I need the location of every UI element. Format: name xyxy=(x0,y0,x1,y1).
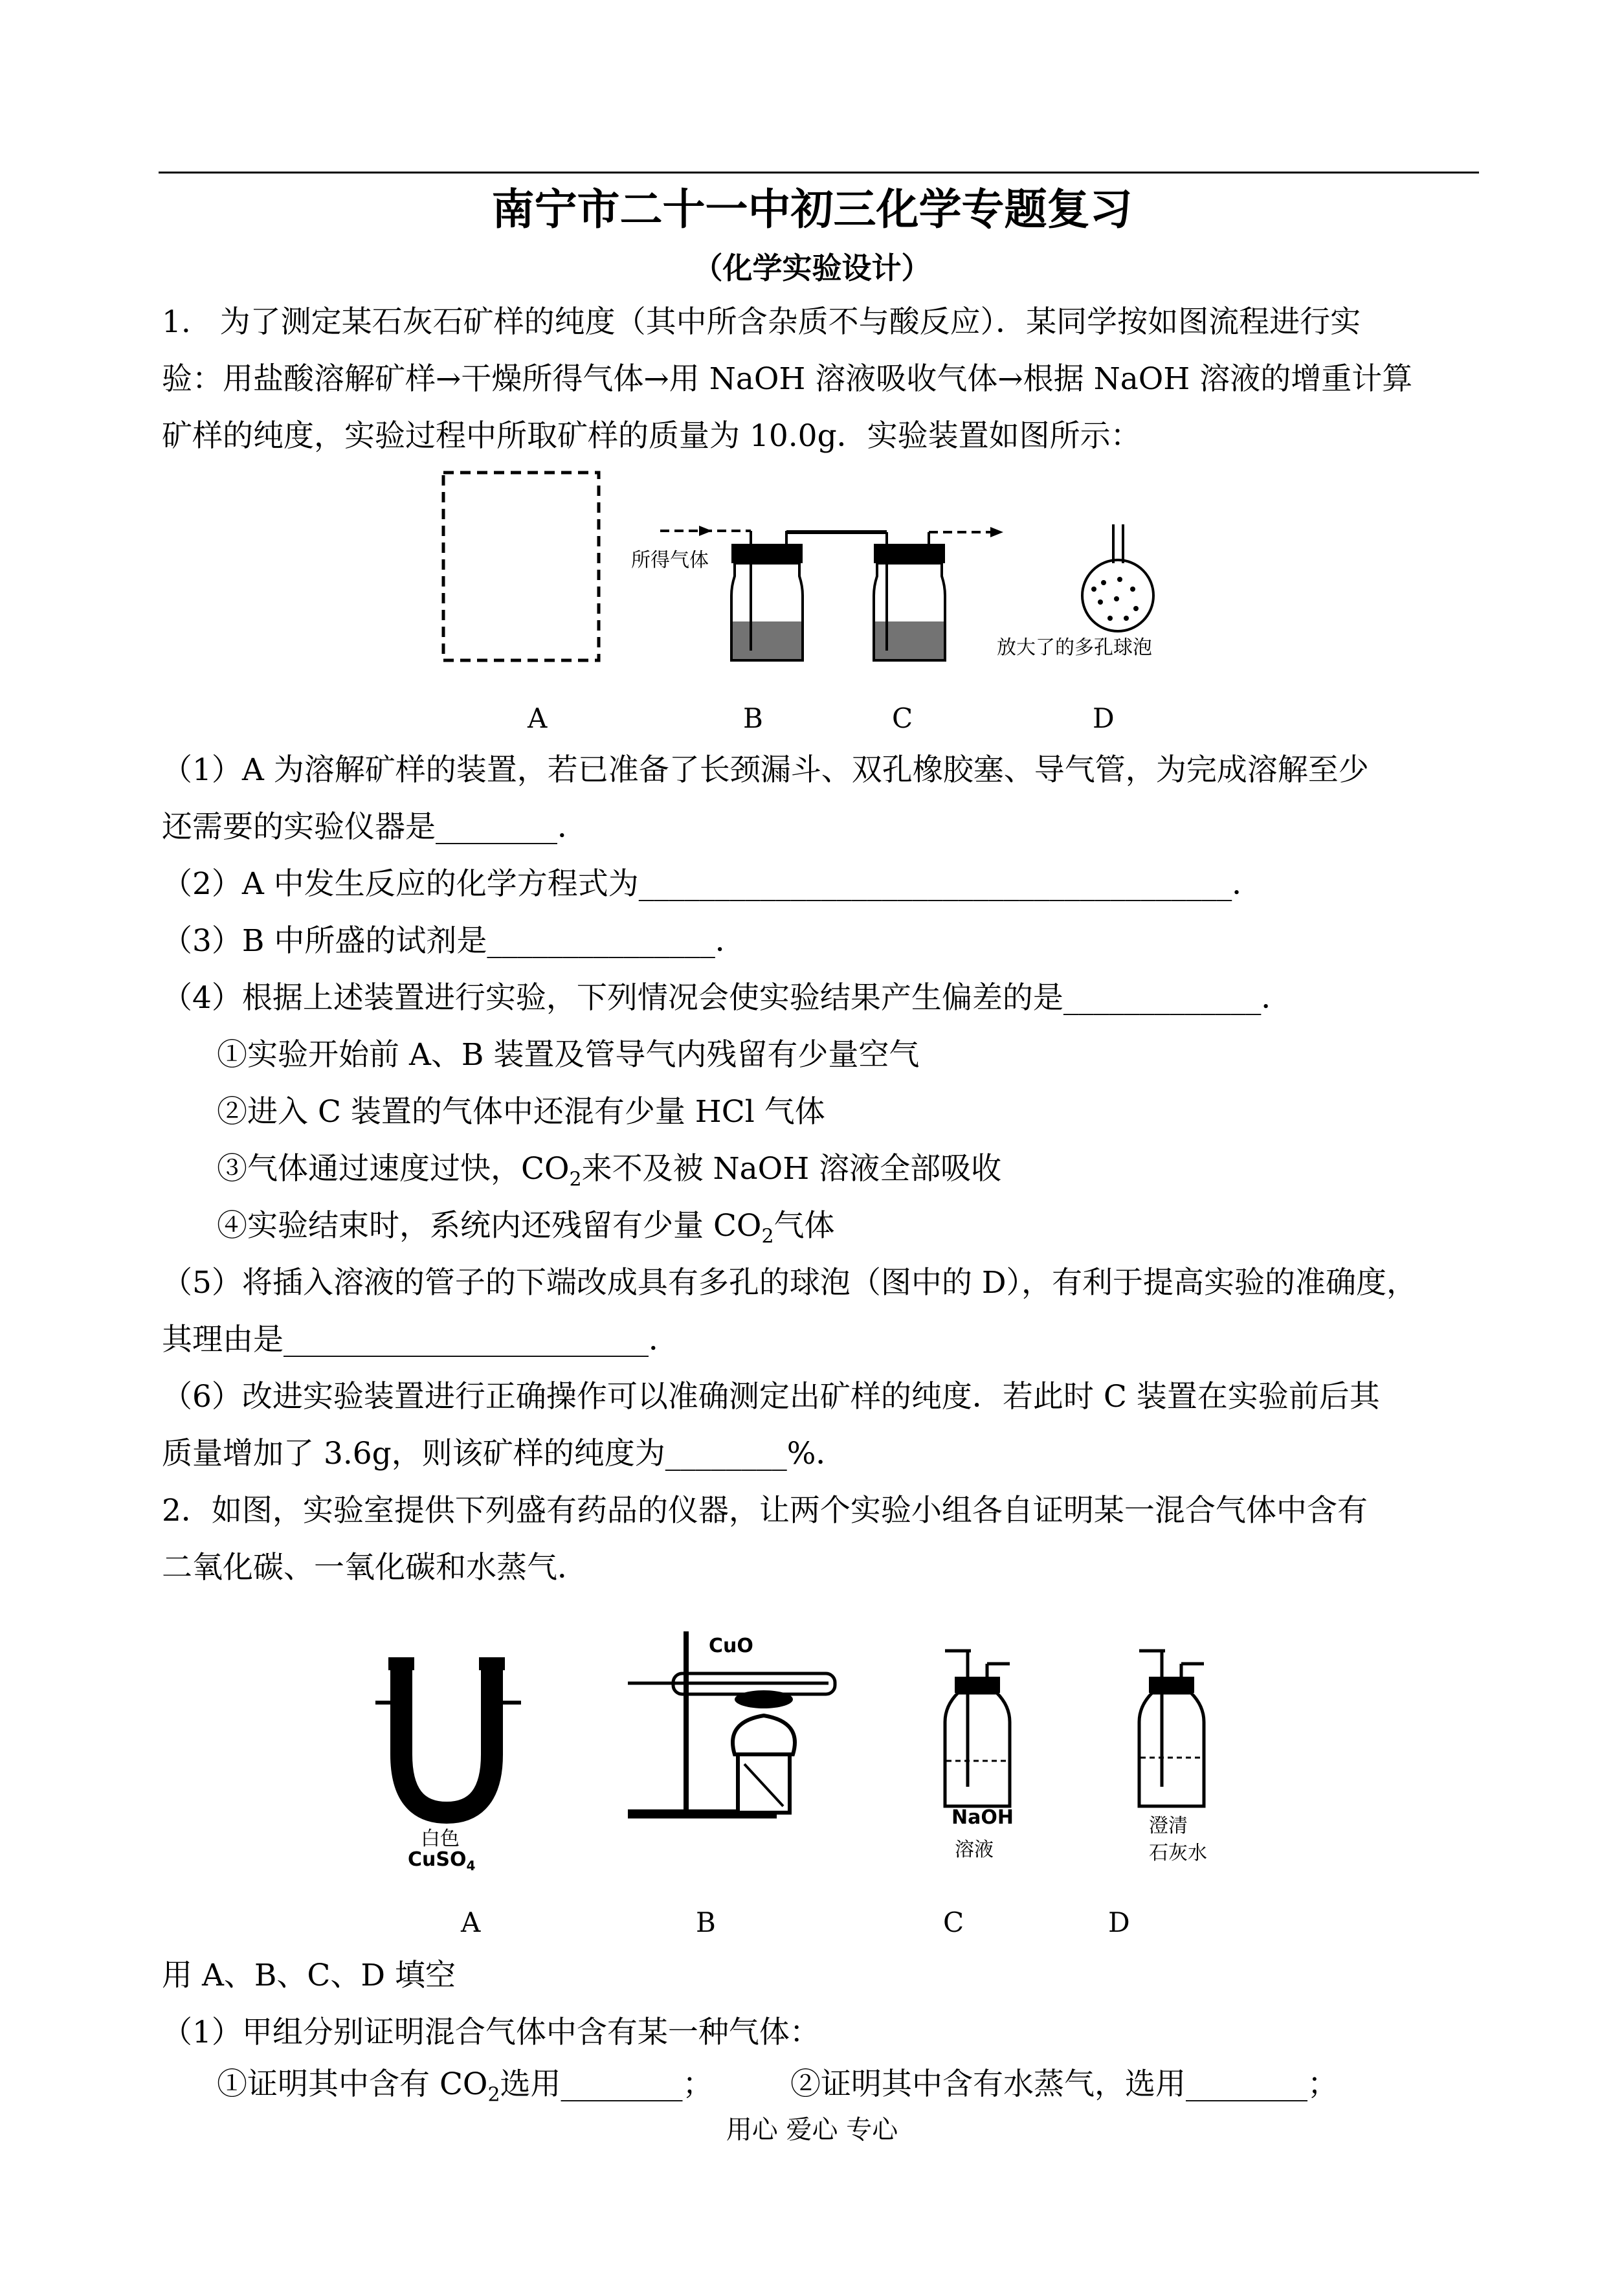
q1-sub4: （4）根据上述装置进行实验，下列情况会使实验结果产生偏差的是_____________． xyxy=(162,980,1292,1016)
page-subtitle: （化学实验设计） xyxy=(693,251,931,285)
q1-sub6-a: （6）改进实验装置进行正确操作可以准确测定出矿样的纯度．若此时 C 装置在实验前后其 xyxy=(162,1379,1380,1415)
header-rule xyxy=(159,172,1479,173)
q1-option-2: ②进入 C 装置的气体中还混有少量 HCl 气体 xyxy=(217,1094,825,1130)
fig1-bubble-label: 放大了的多孔球泡 xyxy=(997,636,1152,659)
bottle-c xyxy=(945,1651,1010,1806)
fig2-label-b: B xyxy=(696,1907,716,1938)
fig2-c-label-2: 溶液 xyxy=(955,1839,994,1861)
bottle-c xyxy=(874,532,945,660)
fig1-label-a: A xyxy=(528,702,548,734)
q1-option-4: ④实验结束时，系统内还残留有少量 $CO_2$气体 xyxy=(217,1208,835,1248)
q1-sub2: （2）A 中发生反应的化学方程式为_______________________________________． xyxy=(162,866,1263,902)
page-title: 南宁市二十一中初三化学专题复习 xyxy=(491,185,1133,234)
porous-bulb-d xyxy=(1082,524,1153,631)
fig2-label-c: C xyxy=(943,1907,964,1938)
q1-sub5-b: 其理由是________________________． xyxy=(162,1322,679,1358)
apparatus-a-box xyxy=(443,473,599,660)
fig1-gas-label: 所得气体 xyxy=(631,549,709,572)
bottle-d xyxy=(1139,1651,1204,1806)
fig1-label-c: C xyxy=(892,702,913,734)
q1-stem-2: 验：用盐酸溶解矿样→干燥所得气体→用 NaOH 溶液吸收气体→根据 NaOH 溶液的增重计算 xyxy=(162,361,1413,397)
q1-sub3: （3）B 中所盛的试剂是_______________． xyxy=(162,923,746,959)
q1-sub6-b: 质量增加了 3.6g，则该矿样的纯度为________%． xyxy=(162,1436,847,1471)
q1-stem-1: 1. 为了测定某石灰石矿样的纯度（其中所含杂质不与酸反应）．某同学按如图流程进行实 xyxy=(162,304,1361,340)
fig2-d-label-2: 石灰水 xyxy=(1149,1842,1207,1864)
fig2-d-label-1: 澄清 xyxy=(1149,1815,1188,1837)
fig1-label-b: B xyxy=(743,702,763,734)
fig2-c-label-1: NaOH xyxy=(951,1806,1014,1829)
fig2-a-label-2: CuSO$_4$ xyxy=(408,1848,476,1874)
q2-stem-1: 2．如图，实验室提供下列盛有药品的仪器，让两个实验小组各自证明某一混合气体中含有 xyxy=(162,1493,1368,1528)
page-footer: 用心 爱心 专心 xyxy=(726,2115,898,2145)
q1-sub1-b: 还需要的实验仪器是________． xyxy=(162,809,588,845)
u-tube-a xyxy=(375,1657,521,1813)
q1-sub1-a: （1）A 为溶解矿样的装置，若已准备了长颈漏斗、双孔橡胶塞、导气管，为完成溶解至少 xyxy=(162,752,1369,788)
q1-option-3: ③气体通过速度过快，$CO_2$来不及被 NaOH 溶液全部吸收 xyxy=(217,1151,1002,1191)
fig2-label-d: D xyxy=(1108,1907,1130,1938)
q1-stem-3: 矿样的纯度，实验过程中所取矿样的质量为 10.0g．实验装置如图所示： xyxy=(162,418,1141,454)
q2-fill-instruction: 用 A、B、C、D 填空 xyxy=(162,1958,456,1993)
q2-apparatus-figure xyxy=(362,1625,1269,1839)
q2-sub1: （1）甲组分别证明混合气体中含有某一种气体： xyxy=(162,2015,820,2050)
fig1-label-d: D xyxy=(1093,702,1115,734)
fig2-a-label-1: 白色 xyxy=(421,1828,460,1850)
fig2-cuo-label: CuO xyxy=(709,1635,753,1657)
fig2-label-a: A xyxy=(461,1907,481,1938)
bottle-b xyxy=(731,531,803,660)
q1-option-1: ①实验开始前 A、B 装置及管导气内残留有少量空气 xyxy=(217,1037,920,1073)
stand-burner-b xyxy=(628,1631,835,1818)
q1-sub5-a: （5）将插入溶液的管子的下端改成具有多孔的球泡（图中的 D），有利于提高实验的准确度， xyxy=(162,1265,1418,1301)
q2-stem-2: 二氧化碳、一氧化碳和水蒸气． xyxy=(162,1550,588,1585)
q2-sub1-options: ①证明其中含有 $CO_2$选用________； ②证明其中含有水蒸气，选用________； xyxy=(217,2066,1339,2107)
